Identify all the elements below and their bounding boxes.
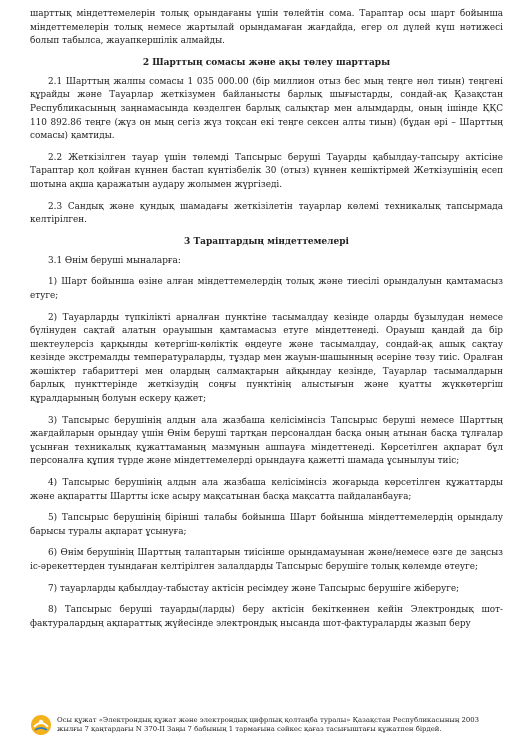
paragraph-3-1-7: 7) тауарларды қабылдау-табыстау актісін ресімдеу және Тапсырыс берушіге жіберуге; <box>48 583 460 594</box>
egov-logo-icon <box>30 714 52 736</box>
paragraph-2-3: 2.3 Сандық және қундық шамадағы жеткізілетін тауарлар көлемі техникалық тапсырмада келтірілген. <box>30 201 503 226</box>
paragraph-continuation: шарттық міндеттемелерін толық орындағаны үшін төлейтін сома. Тараптар осы шарт бойынша міндеттемелерін толық немесе жартылай орындамаған жағдайда, егер ол дүлей күш нәтижесі болып табылса, жауапкершілік алмайды. <box>30 9 503 47</box>
paragraph-3-1-1: 1) Шарт бойынша өзіне алған міндеттемелердің толық және тиесілі орындалуын қамтамасыз етуге; <box>30 277 503 301</box>
paragraph-3-1-3: 3) Тапсырыс берушінің алдын ала жазбаша келісімінсіз Тапсырыс беруші немесе Шарттың жағдайларын орындау үшін Өнім беруші тартқан персоналдан басқа оның атынан басқа тұлғалар ұсынған техникалық құжаттаманың мазмұнын ашпауға міндеттенеді. Көрсетілген ақпарат бұл персоналға құпия түрде және міндеттемелерді орындауға қажетті шамада ұсынылуы тиіс; <box>30 415 503 467</box>
section-2-title: 2 Шарттың сомасы және ақы төлеу шарттары <box>142 57 391 68</box>
section-3-title: 3 Тараптардың міндеттемелері <box>184 236 349 247</box>
paragraph-3-1-2: 2) Тауарларды түпкілікті арналған пунктіне тасымалдау кезінде оларды бұзылудан немесе бүлінуден сақтай алатын орауышын қамтамасыз етуге міндеттенеді. Орауыш қандай да бір шектеулерсіз қарқынды көтергіш-көліктік өңдеуге және тасымалдау, сондай-ақ ашық сақтау кезінде экстремалды температураларды, тұздар мен жауын-шашынның әсеріне төзу тиіс. Оралған жәшіктер габариттері мен олардың салмақтарын айқындау кезінде, Тауарлар тасымалдарын барлық пункттерінде жеткізудің соңғы пунктінің алыстығын және қуатты жүккөтергіш құралдарының болуын ескеру қажет; <box>30 312 503 405</box>
paragraph-3-1-8: 8) Тапсырыс беруші тауарды(ларды) беру актісін бекіткеннен кейін Электрондық шот-фактуралардың ақпараттық жүйесінде электрондық нысанда шот-фактураларды жазып беру <box>30 605 503 629</box>
footer-text: Осы құжат «Электрондық құжат және электрондық цифрлық қолтаңба туралы» Қазақстан Республикасының 2003 жылғы 7 қаңтардағы N 370-II Заңы 7 бабының 1 тармағына сәйкес қағаз тасығыштағы құжатпен бірдей. <box>57 716 480 733</box>
paragraph-2-1: 2.1 Шарттың жалпы сомасы 1 035 000.00 (бір миллион отыз бес мың теңге нөл тиын) теңгені құрайды және Тауарлар жеткізумен байланысты барлық шығыстарды, сондай-ақ Қазақстан Республикасының заңнамасында көзделген барлық салықтар мен алымдарды, оның ішінде ҚҚС 110 892.86 теңге (жүз он мың сегіз жүз тоқсан екі теңге сексен алты тиын) (бұдан әрі – Шарттың сомасы) қамтиды. <box>30 76 503 142</box>
paragraph-3-1-5: 5) Тапсырыс берушінің бірінші талабы бойынша Шарт бойынша міндеттемелердің орындалу барысы туралы ақпарат ұсынуға; <box>30 513 503 537</box>
paragraph-3-1: 3.1 Өнім беруші мыналарға: <box>48 255 181 266</box>
paragraph-3-1-6: 6) Өнім берушінің Шарттың талаптарын тиісінше орындамауынан және/немесе өзге де заңсыз іс-әрекеттерден туындаған келтірілген залалдарды Тапсырыс берушіге толық көлемде өтеуге; <box>30 548 503 572</box>
footer-notice <box>30 716 503 736</box>
paragraph-2-2: 2.2 Жеткізілген тауар үшін төлемді Тапсырыс беруші Тауарды қабылдау-тапсыру актісіне Тараптар қол қойған күннен бастап күнтізбелік 30 (отыз) күннен кешіктірмей Жеткізушінің есеп шотына ақша қаражатын аудару жолымен жүргізеді. <box>30 152 503 190</box>
paragraph-3-1-4: 4) Тапсырыс берушінің алдын ала жазбаша келісімінсіз жоғарыда көрсетілген құжаттарды және ақпаратты Шартты іске асыру мақсатынан басқа мақсатта пайдаланбауға; <box>30 478 503 502</box>
